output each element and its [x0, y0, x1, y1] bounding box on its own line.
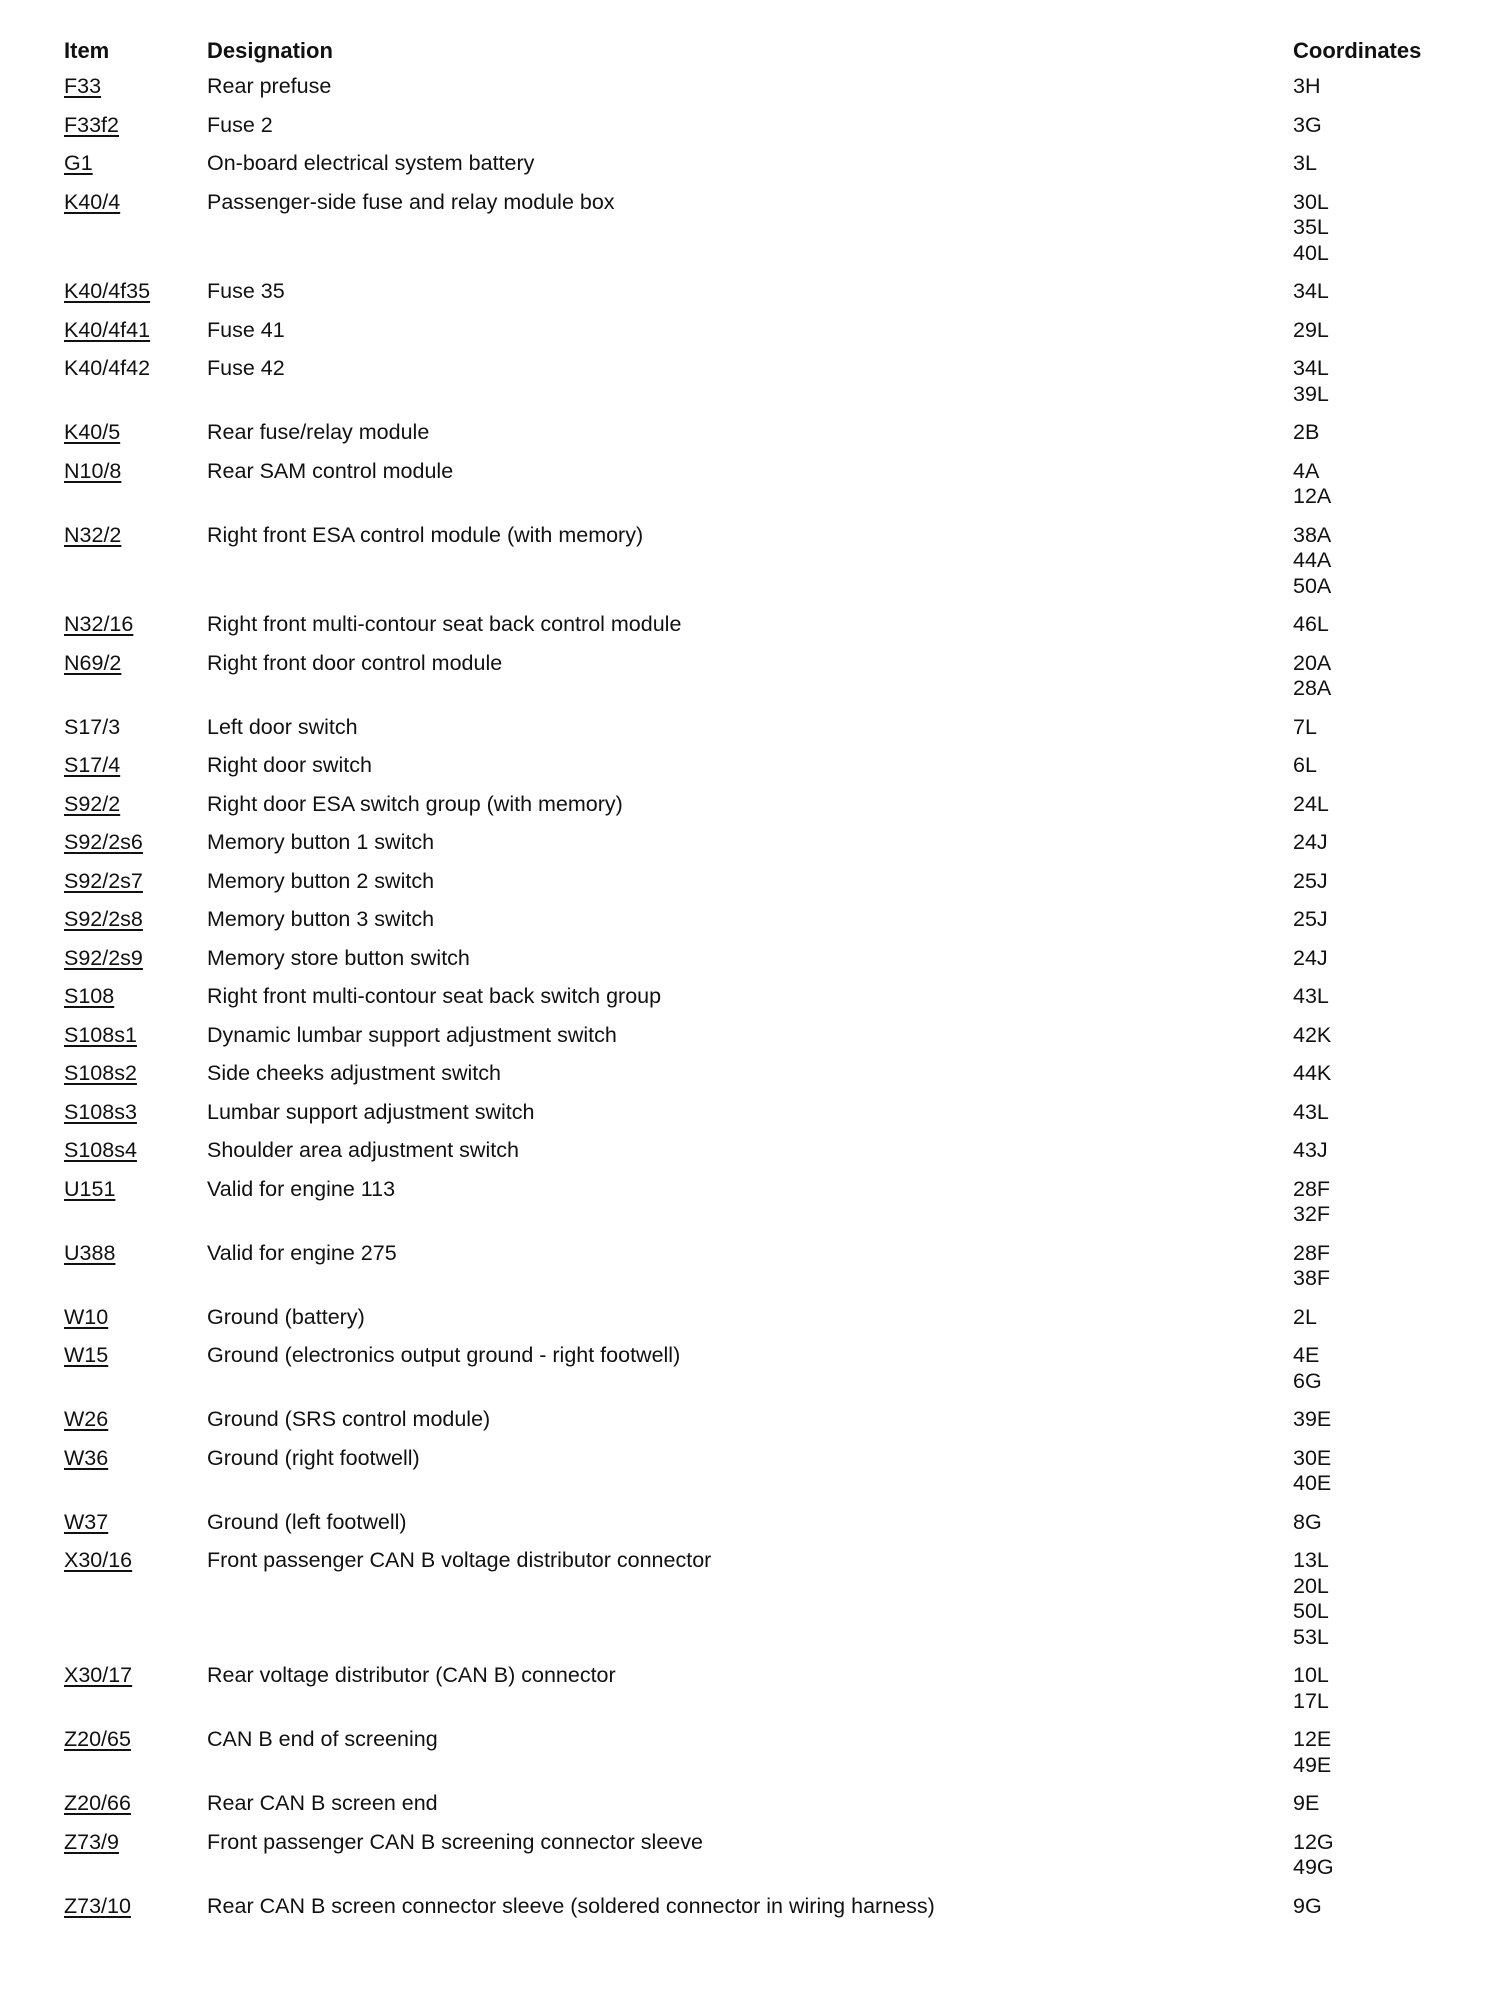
designation-text: Fuse 35 — [207, 279, 285, 303]
coordinates-cell — [1293, 1023, 1483, 1049]
coordinate-value: 13L — [1293, 1548, 1329, 1572]
table-row — [0, 792, 1504, 818]
item-label: S17/3 — [64, 714, 121, 739]
table-row — [0, 190, 1504, 267]
table-row — [0, 356, 1504, 407]
table-row — [0, 1241, 1504, 1292]
table-row — [0, 318, 1504, 344]
coordinate-value: 17L — [1293, 1688, 1329, 1713]
coordinates-cell — [1293, 612, 1483, 638]
designation-text: Right front ESA control module (with memory) — [207, 522, 644, 547]
item-link[interactable]: F33f2 — [64, 112, 119, 137]
table-row — [0, 1305, 1504, 1331]
designation-text: Rear SAM control module — [207, 458, 454, 483]
designation-text: Right front multi-contour seat back switch group — [207, 984, 662, 1008]
item-label: K40/4f42 — [64, 356, 151, 380]
table-row — [0, 1548, 1504, 1650]
header-coordinates: Coordinates — [1293, 38, 1422, 63]
coordinate-value: 8G — [1293, 1509, 1322, 1534]
coordinates-cell — [1293, 651, 1483, 702]
item-link[interactable]: N10/8 — [64, 458, 122, 483]
designation-text: Rear prefuse — [207, 74, 332, 98]
table-row — [0, 1407, 1504, 1433]
coordinate-value: 44A — [1293, 548, 1332, 572]
coordinate-value: 40L — [1293, 240, 1329, 265]
item-link[interactable]: Z73/10 — [64, 1893, 131, 1918]
table-row — [0, 113, 1504, 139]
designation-text: Right door switch — [207, 753, 372, 777]
coordinates-cell — [1293, 1241, 1483, 1292]
coordinate-value: 2L — [1293, 1304, 1317, 1329]
coordinates-cell — [1293, 1830, 1483, 1881]
coordinate-value: 4E — [1293, 1343, 1320, 1367]
table-row — [0, 1138, 1504, 1164]
coordinates-cell — [1293, 1061, 1483, 1087]
coordinate-value: 20L — [1293, 1573, 1329, 1598]
designation-text: Memory button 1 switch — [207, 830, 435, 854]
item-link[interactable]: W26 — [64, 1407, 109, 1431]
coordinate-value: 20A — [1293, 650, 1332, 675]
coordinates-cell — [1293, 74, 1483, 100]
item-link[interactable]: W36 — [64, 1445, 109, 1470]
designation-text: Rear fuse/relay module — [207, 420, 430, 444]
coordinate-value: 43L — [1293, 1099, 1329, 1124]
coordinate-value: 12E — [1293, 1727, 1332, 1751]
coordinate-value: 25J — [1293, 868, 1328, 893]
item-link[interactable]: S92/2s7 — [64, 868, 143, 893]
coordinate-value: 34L — [1293, 356, 1329, 380]
coordinate-value: 9E — [1293, 1791, 1320, 1815]
designation-text: Rear voltage distributor (CAN B) connector — [207, 1663, 616, 1687]
designation-text: Right door ESA switch group (with memory) — [207, 791, 623, 816]
table-row — [0, 74, 1504, 100]
coordinate-value: 28F — [1293, 1240, 1331, 1265]
coordinates-cell — [1293, 715, 1483, 741]
coordinates-cell — [1293, 1510, 1483, 1536]
header-designation: Designation — [207, 38, 333, 63]
table-row — [0, 1343, 1504, 1394]
item-link[interactable]: Z20/66 — [64, 1791, 131, 1815]
item-link[interactable]: F33 — [64, 74, 102, 98]
item-link[interactable]: S17/4 — [64, 753, 121, 777]
coordinate-value: 24J — [1293, 945, 1328, 970]
coordinates-cell — [1293, 946, 1483, 972]
coordinate-value: 30E — [1293, 1445, 1332, 1470]
coordinates-cell — [1293, 1791, 1483, 1817]
coordinate-value: 50L — [1293, 1599, 1329, 1623]
coordinates-cell — [1293, 869, 1483, 895]
table-row — [0, 1727, 1504, 1778]
table-row — [0, 1791, 1504, 1817]
coordinate-value: 50A — [1293, 573, 1332, 598]
item-link[interactable]: S108s4 — [64, 1138, 137, 1162]
designation-text: Shoulder area adjustment switch — [207, 1138, 519, 1162]
coordinates-cell — [1293, 459, 1483, 510]
coordinate-value: 12A — [1293, 484, 1332, 508]
coordinate-value: 2B — [1293, 420, 1320, 444]
coordinate-value: 49E — [1293, 1752, 1332, 1777]
coordinate-value: 7L — [1293, 714, 1317, 739]
table-row — [0, 612, 1504, 638]
table-row — [0, 651, 1504, 702]
coordinate-value: 38F — [1293, 1266, 1331, 1290]
designation-text: Ground (battery) — [207, 1304, 365, 1329]
designation-text: Fuse 41 — [207, 317, 285, 342]
coordinate-value: 43L — [1293, 984, 1329, 1008]
coordinates-cell — [1293, 1548, 1483, 1650]
designation-text: Front passenger CAN B screening connector sleeve — [207, 1829, 703, 1854]
item-link[interactable]: S108s2 — [64, 1061, 137, 1085]
coordinate-value: 3L — [1293, 151, 1317, 175]
coordinate-value: 38A — [1293, 522, 1332, 547]
coordinates-cell — [1293, 1407, 1483, 1433]
designation-text: Front passenger CAN B voltage distributor connector — [207, 1548, 712, 1572]
designation-text: Side cheeks adjustment switch — [207, 1061, 501, 1085]
coordinate-value: 9G — [1293, 1893, 1322, 1918]
designation-text: Fuse 2 — [207, 112, 273, 137]
designation-text: Memory store button switch — [207, 945, 470, 970]
table-row — [0, 1100, 1504, 1126]
coordinates-cell — [1293, 420, 1483, 446]
coordinate-value: 6G — [1293, 1368, 1322, 1393]
designation-text: Lumbar support adjustment switch — [207, 1099, 535, 1124]
item-link[interactable]: U151 — [64, 1176, 116, 1201]
coordinates-cell — [1293, 523, 1483, 600]
table-row — [0, 1894, 1504, 1920]
coordinates-cell — [1293, 318, 1483, 344]
header-item: Item — [64, 38, 110, 63]
coordinate-value: 6L — [1293, 753, 1317, 777]
coordinate-value: 29L — [1293, 317, 1329, 342]
designation-text: On-board electrical system battery — [207, 151, 535, 175]
designation-text: Memory button 3 switch — [207, 907, 435, 931]
coordinates-cell — [1293, 1663, 1483, 1714]
designation-text: Valid for engine 275 — [207, 1240, 397, 1265]
table-row — [0, 1177, 1504, 1228]
item-link[interactable]: S92/2s9 — [64, 945, 143, 970]
table-body — [0, 74, 1504, 1932]
item-link[interactable]: S92/2s6 — [64, 830, 143, 854]
designation-text: Ground (right footwell) — [207, 1445, 420, 1470]
coordinate-value: 39L — [1293, 381, 1329, 406]
table-row — [0, 151, 1504, 177]
coordinates-cell — [1293, 792, 1483, 818]
table-row — [0, 869, 1504, 895]
item-link[interactable]: N69/2 — [64, 650, 122, 675]
item-link[interactable]: X30/16 — [64, 1548, 133, 1572]
coordinate-value: 53L — [1293, 1624, 1329, 1649]
coordinate-value: 24J — [1293, 830, 1328, 854]
item-link[interactable]: K40/4 — [64, 189, 121, 214]
coordinate-value: 3H — [1293, 74, 1321, 98]
table-row — [0, 1023, 1504, 1049]
designation-text: Fuse 42 — [207, 356, 285, 380]
item-link[interactable]: S108s1 — [64, 1022, 137, 1047]
coordinate-value: 30L — [1293, 189, 1329, 214]
designation-text: Right front door control module — [207, 650, 503, 675]
table-row — [0, 830, 1504, 856]
designation-text: CAN B end of screening — [207, 1727, 438, 1751]
designation-text: Ground (left footwell) — [207, 1509, 407, 1534]
table-row — [0, 279, 1504, 305]
coordinates-cell — [1293, 753, 1483, 779]
item-link[interactable]: G1 — [64, 151, 93, 175]
item-link[interactable]: S92/2 — [64, 791, 121, 816]
coordinates-cell — [1293, 190, 1483, 267]
designation-text: Rear CAN B screen end — [207, 1791, 438, 1815]
table-row — [0, 753, 1504, 779]
table-row — [0, 459, 1504, 510]
coordinates-cell — [1293, 279, 1483, 305]
table-row — [0, 946, 1504, 972]
table-row — [0, 907, 1504, 933]
coordinate-value: 3G — [1293, 112, 1322, 137]
coordinates-cell — [1293, 1177, 1483, 1228]
coordinates-cell — [1293, 1100, 1483, 1126]
designation-text: Left door switch — [207, 714, 358, 739]
coordinates-cell — [1293, 984, 1483, 1010]
item-link[interactable]: W37 — [64, 1509, 109, 1534]
designation-text: Ground (SRS control module) — [207, 1407, 491, 1431]
coordinate-value: 49G — [1293, 1855, 1334, 1879]
item-link[interactable]: W15 — [64, 1343, 109, 1367]
item-link[interactable]: K40/5 — [64, 420, 121, 444]
item-link[interactable]: K40/4f35 — [64, 279, 151, 303]
coordinate-value: 4A — [1293, 458, 1320, 483]
designation-text: Right front multi-contour seat back control module — [207, 612, 682, 636]
table-row — [0, 523, 1504, 600]
designation-text: Passenger-side fuse and relay module box — [207, 189, 615, 214]
coordinates-cell — [1293, 1343, 1483, 1394]
coordinate-value: 28F — [1293, 1176, 1331, 1201]
coordinates-cell — [1293, 356, 1483, 407]
item-link[interactable]: N32/16 — [64, 612, 134, 636]
coordinate-value: 32F — [1293, 1202, 1331, 1226]
coordinates-cell — [1293, 1727, 1483, 1778]
coordinate-value: 25J — [1293, 907, 1328, 931]
coordinates-cell — [1293, 113, 1483, 139]
table-row — [0, 1830, 1504, 1881]
item-link[interactable]: S108 — [64, 984, 115, 1008]
coordinates-cell — [1293, 1138, 1483, 1164]
designation-text: Rear CAN B screen connector sleeve (soldered connector in wiring harness) — [207, 1893, 935, 1918]
coordinates-cell — [1293, 907, 1483, 933]
table-row — [0, 1663, 1504, 1714]
table-row — [0, 1061, 1504, 1087]
table-row — [0, 715, 1504, 741]
item-link[interactable]: U388 — [64, 1240, 116, 1265]
item-link[interactable]: K40/4f41 — [64, 317, 151, 342]
coordinates-cell — [1293, 1305, 1483, 1331]
table-row — [0, 420, 1504, 446]
coordinate-value: 12G — [1293, 1829, 1334, 1854]
table-row — [0, 1446, 1504, 1497]
item-link[interactable]: S108s3 — [64, 1099, 137, 1124]
designation-text: Dynamic lumbar support adjustment switch — [207, 1022, 617, 1047]
coordinate-value: 44K — [1293, 1061, 1332, 1085]
coordinates-cell — [1293, 151, 1483, 177]
item-link[interactable]: Z73/9 — [64, 1829, 119, 1854]
coordinate-value: 43J — [1293, 1138, 1328, 1162]
coordinate-value: 35L — [1293, 215, 1329, 239]
coordinate-value: 10L — [1293, 1663, 1329, 1687]
item-link[interactable]: N32/2 — [64, 522, 122, 547]
coordinate-value: 28A — [1293, 676, 1332, 700]
coordinate-value: 39E — [1293, 1407, 1332, 1431]
coordinate-value: 24L — [1293, 791, 1329, 816]
item-link[interactable]: S92/2s8 — [64, 907, 143, 931]
table-row — [0, 1510, 1504, 1536]
coordinates-cell — [1293, 1446, 1483, 1497]
table-row — [0, 984, 1504, 1010]
table-header — [0, 38, 1504, 68]
item-link[interactable]: X30/17 — [64, 1663, 133, 1687]
coordinates-cell — [1293, 1894, 1483, 1920]
designation-text: Ground (electronics output ground - right footwell) — [207, 1343, 681, 1367]
coordinate-value: 34L — [1293, 279, 1329, 303]
item-link[interactable]: W10 — [64, 1304, 109, 1329]
designation-text: Memory button 2 switch — [207, 868, 435, 893]
item-link[interactable]: Z20/65 — [64, 1727, 131, 1751]
coordinate-value: 40E — [1293, 1471, 1332, 1495]
coordinate-value: 42K — [1293, 1022, 1332, 1047]
coordinates-cell — [1293, 830, 1483, 856]
designation-text: Valid for engine 113 — [207, 1176, 396, 1201]
coordinate-value: 46L — [1293, 612, 1329, 636]
